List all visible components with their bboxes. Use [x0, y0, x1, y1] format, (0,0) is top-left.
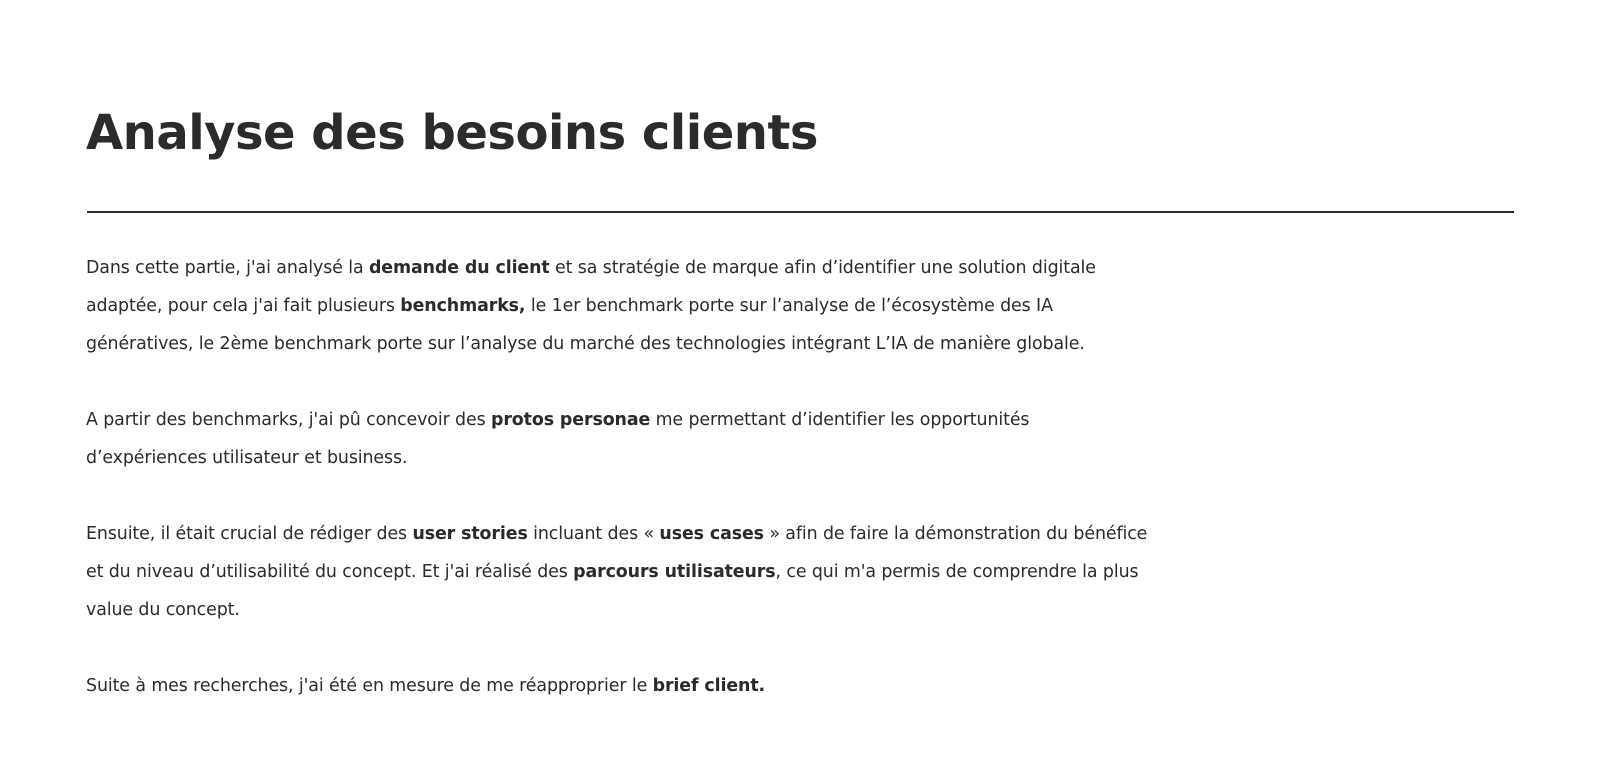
bold-text: benchmarks, [400, 296, 526, 316]
paragraph-user-stories [86, 515, 1336, 629]
bold-text: uses cases [659, 524, 764, 544]
text-run: me permettant d’identifier les opportunités [650, 410, 1030, 430]
paragraph-intro [86, 249, 1336, 363]
title-divider [87, 211, 1514, 213]
bold-text: parcours utilisateurs [573, 562, 776, 582]
text-run: , ce qui m'a permis de comprendre la plus [775, 562, 1139, 582]
text-run: et sa stratégie de marque afin d’identifier une solution digitale [549, 258, 1096, 278]
article-body [86, 249, 1336, 743]
bold-text: brief client. [652, 676, 766, 696]
text-run: » afin de faire la démonstration du bénéfice [763, 524, 1148, 544]
text-run: A partir des benchmarks, j'ai pû concevoir des [86, 410, 491, 430]
paragraph-personae [86, 401, 1336, 477]
text-run: et du niveau d’utilisabilité du concept. Et j'ai réalisé des [86, 562, 574, 582]
paragraph-conclusion [86, 667, 1336, 705]
text-run: incluant des « [527, 524, 660, 544]
bold-text: protos personae [490, 410, 651, 430]
text-run: génératives, le 2ème benchmark porte sur l’analyse du marché des technologies intégrant L’IA de manière globale. [86, 334, 1085, 354]
text-run: Ensuite, il était crucial de rédiger des [86, 524, 413, 544]
text-run: Dans cette partie, j'ai analysé la [86, 258, 369, 278]
text-run: le 1er benchmark porte sur l’analyse de l’écosystème des IA [525, 296, 1053, 316]
text-run: value du concept. [86, 600, 240, 620]
bold-text: demande du client [368, 258, 550, 278]
text-run: Suite à mes recherches, j'ai été en mesure de me réapproprier le [86, 676, 653, 696]
text-run: adaptée, pour cela j'ai fait plusieurs [86, 296, 401, 316]
bold-text: user stories [412, 524, 528, 544]
text-run: d’expériences utilisateur et business. [86, 448, 408, 468]
page-title: Analyse des besoins clients [86, 105, 818, 161]
